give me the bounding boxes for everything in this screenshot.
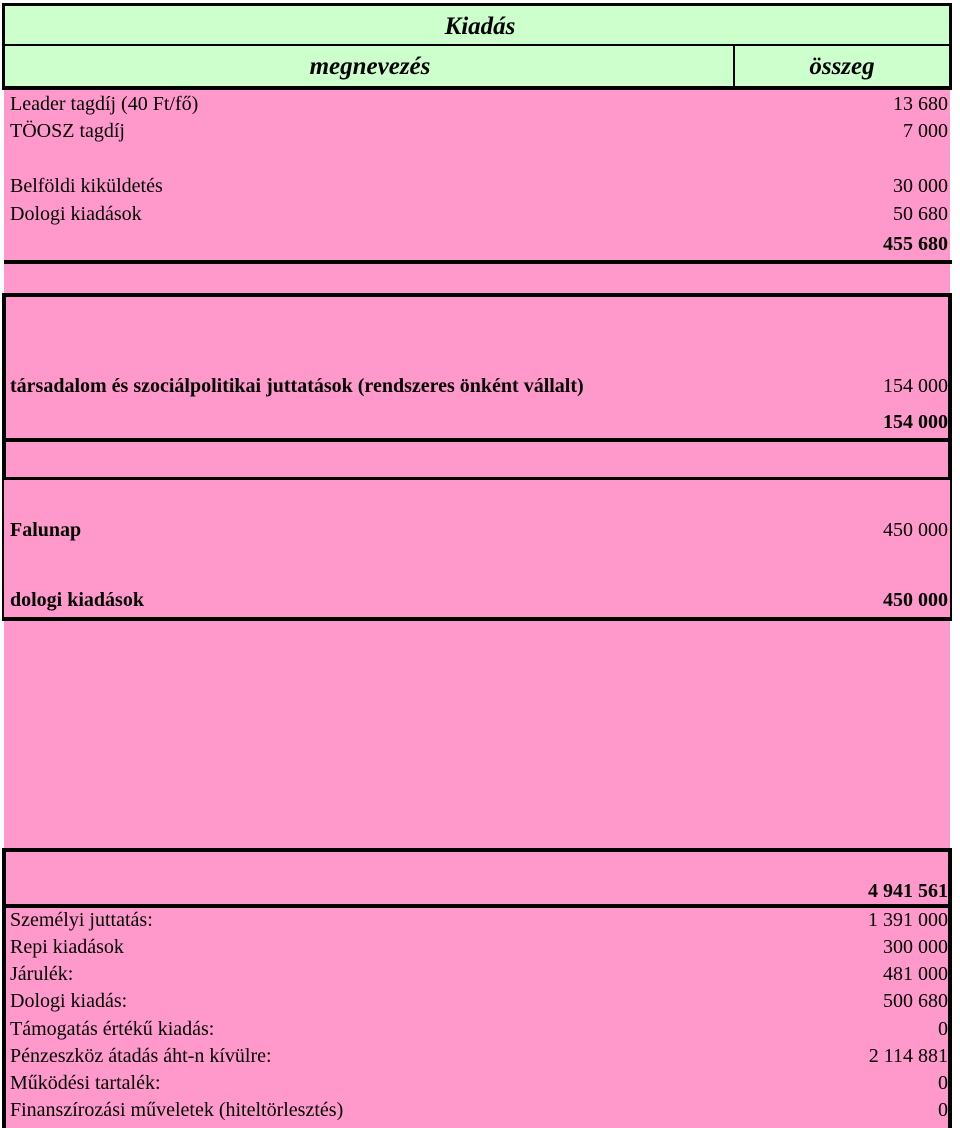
section-3-background [4,480,950,618]
section-2-top-border [2,293,952,297]
summary-row-value: 0 [938,1099,948,1121]
summary-row: Pénzeszköz átadás áht-n kívülre: [10,1045,272,1067]
list-item-value: 30 000 [893,175,948,197]
section-gap [4,264,950,294]
summary-row-value: 0 [938,1018,948,1040]
empty-pink-area [4,621,950,850]
list-item: dologi kiadások [10,589,144,611]
list-item-value: 450 000 [883,519,948,541]
header-top-border [2,3,952,6]
header-mid-border [4,44,950,46]
list-item-value: 450 000 [883,589,948,611]
summary-row: Személyi juttatás: [10,909,153,931]
summary-row: Működési tartalék: [10,1072,161,1094]
list-item: Falunap [10,519,82,541]
summary-row-value: 1 391 000 [868,909,948,931]
list-item-value: 7 000 [903,120,948,142]
list-item-value: 154 000 [883,375,948,397]
section-2-total: 154 000 [883,411,948,433]
summary-row-value: 2 114 881 [868,1045,948,1067]
section-2-divider [2,438,952,442]
summary-row: Finanszírozási műveletek (hiteltörlesztés) [10,1099,344,1121]
list-item: társadalom és szociálpolitikai juttatások (rendszeres önként vállalt) [10,375,584,397]
summary-left-border [2,848,6,1128]
list-item-value: 13 680 [893,93,948,115]
list-item: TÖOSZ tagdíj [10,120,125,142]
list-item-value: 50 680 [893,203,948,225]
summary-row: Dologi kiadás: [10,990,128,1012]
summary-row: Támogatás értékű kiadás: [10,1018,215,1040]
summary-row: Repi kiadások [10,936,124,958]
list-item: Leader tagdíj (40 Ft/fő) [10,93,199,115]
summary-row-value: 500 680 [883,990,948,1012]
list-item: Belföldi kiküldetés [10,175,163,197]
summary-row: Járulék: [10,963,74,985]
summary-row-value: 300 000 [883,936,948,958]
summary-row-value: 0 [938,1072,948,1094]
column-header-amount: összeg [809,53,875,80]
summary-row-value: 481 000 [883,963,948,985]
column-header-name: megnevezés [309,53,431,80]
summary-right-border [948,848,952,1128]
list-item: Dologi kiadások [10,203,142,225]
grand-total: 4 941 561 [868,880,948,902]
page-title: Kiadás [444,13,516,40]
section-1-total: 455 680 [883,233,948,255]
